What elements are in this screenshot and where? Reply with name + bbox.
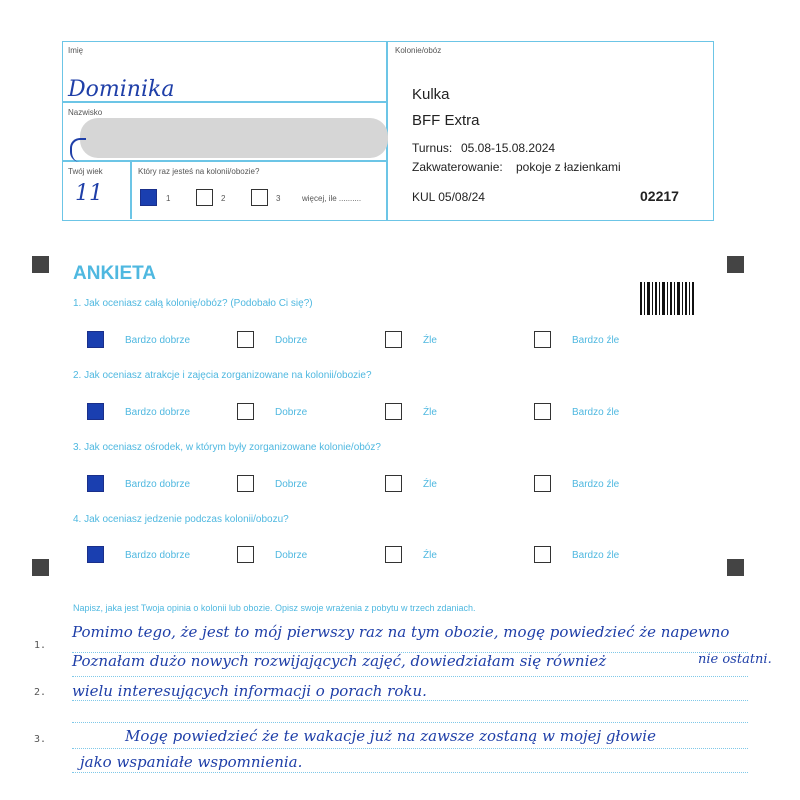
ktory-raz-checkbox-2[interactable] [196,189,213,206]
nazwisko-handwriting-fragment [70,138,86,162]
q2-option-bardzo-dobrze-checkbox[interactable] [87,403,104,420]
ktory-raz-option-3: 3 [276,194,281,203]
q4-option-dobrze-checkbox[interactable] [237,546,254,563]
writing-line-2b [72,722,748,723]
q3-option-zle-label: Źle [423,479,437,490]
q1-option-bardzo-dobrze-label: Bardzo dobrze [125,335,191,346]
q4-option-bardzo-dobrze-checkbox[interactable] [87,546,104,563]
q2-option-zle-label: Źle [423,407,437,418]
q2-option-bardzo-zle-label: Bardzo źle [572,407,620,418]
question-2-text: 2. Jak oceniasz atrakcje i zajęcia zorganizowane na kolonii/obozie? [73,370,372,381]
imie-label: Imię [68,46,84,55]
q2-option-zle-checkbox[interactable] [385,403,402,420]
writing-line-1b [72,676,748,677]
ktory-raz-more: więcej, ile .......... [302,194,362,203]
scan-marker-bottom-right [727,559,744,576]
q1-option-dobrze-checkbox[interactable] [237,331,254,348]
q2-option-bardzo-dobrze-label: Bardzo dobrze [125,407,191,418]
writing-line-3 [72,748,748,749]
line-number-2: 2. [34,687,47,698]
q1-option-zle-label: Źle [423,335,437,346]
ktory-raz-checkbox-3[interactable] [251,189,268,206]
q1-option-bardzo-dobrze-checkbox[interactable] [87,331,104,348]
opinion-prompt: Napisz, jaka jest Twoja opinia o kolonii lub obozie. Opisz swoje wrażenia z pobytu w trzech zdaniach. [73,603,476,613]
q4-option-bardzo-zle-label: Bardzo źle [572,550,620,561]
q1-option-bardzo-zle-label: Bardzo źle [572,335,620,346]
question-3-text: 3. Jak oceniasz ośrodek, w którym były zorganizowane kolonie/obóz? [73,442,381,453]
opinion-sentence-1[interactable]: Pomimo tego, że jest to mój pierwszy raz na tym obozie, mogę powiedzieć że napewno [72,623,730,641]
opinion-sentence-1-insert[interactable]: nie ostatni. [698,652,772,667]
q4-option-bardzo-dobrze-label: Bardzo dobrze [125,550,191,561]
nazwisko-redacted [80,118,388,158]
opinion-sentence-3-continued[interactable]: jako wspaniałe wspomnienia. [80,753,303,771]
q3-option-bardzo-zle-label: Bardzo źle [572,479,620,490]
opinion-sentence-3[interactable]: Mogę powiedzieć że te wakacje już na zawsze zostaną w mojej głowie [125,727,656,745]
q4-option-zle-checkbox[interactable] [385,546,402,563]
imie-value[interactable]: Dominika [68,77,175,102]
q3-option-dobrze-checkbox[interactable] [237,475,254,492]
opinion-sentence-1-continued[interactable]: Poznałam dużo nowych rozwijających zajęć, dowiedziałam się również [72,652,607,670]
nazwisko-label: Nazwisko [68,108,103,117]
turnus-label: Turnus: [412,141,453,155]
scan-marker-bottom-left [32,559,49,576]
kolonie-name: Kulka [412,86,450,103]
q2-option-dobrze-label: Dobrze [275,407,308,418]
booking-code: KUL 05/08/24 [412,190,485,204]
line-number-1: 1. [34,640,47,651]
q1-option-zle-checkbox[interactable] [385,331,402,348]
q3-option-bardzo-dobrze-label: Bardzo dobrze [125,479,191,490]
zakwaterowanie-label: Zakwaterowanie: [412,160,503,174]
kolonie-program: BFF Extra [412,112,480,129]
ktory-raz-option-1: 1 [166,194,171,203]
zakwaterowanie-value: pokoje z łazienkami [516,160,621,174]
barcode-icon [640,282,694,315]
q1-option-bardzo-zle-checkbox[interactable] [534,331,551,348]
wiek-value[interactable]: 11 [75,181,103,206]
question-1-text: 1. Jak oceniasz całą kolonię/obóz? (Podobało Ci się?) [73,298,313,309]
q4-option-dobrze-label: Dobrze [275,550,308,561]
kolonie-label: Kolonie/obóz [395,46,442,55]
q2-option-dobrze-checkbox[interactable] [237,403,254,420]
wiek-label: Twój wiek [68,167,103,176]
header-divider-age-vertical [130,161,132,219]
scan-marker-top-left [32,256,49,273]
q3-option-bardzo-zle-checkbox[interactable] [534,475,551,492]
scan-marker-top-right [727,256,744,273]
q1-option-dobrze-label: Dobrze [275,335,308,346]
survey-title: ANKIETA [73,263,157,284]
writing-line-2 [72,700,748,701]
q4-option-zle-label: Źle [423,550,437,561]
turnus-value: 05.08-15.08.2024 [461,141,556,155]
ktory-raz-checkbox-1[interactable] [140,189,157,206]
q3-option-dobrze-label: Dobrze [275,479,308,490]
q3-option-zle-checkbox[interactable] [385,475,402,492]
q3-option-bardzo-dobrze-checkbox[interactable] [87,475,104,492]
ktory-raz-label: Który raz jesteś na kolonii/obozie? [138,167,260,176]
writing-line-3b [72,772,748,773]
ktory-raz-option-2: 2 [221,194,226,203]
q4-option-bardzo-zle-checkbox[interactable] [534,546,551,563]
q2-option-bardzo-zle-checkbox[interactable] [534,403,551,420]
opinion-sentence-2[interactable]: wielu interesujących informacji o porach roku. [72,682,427,700]
booking-number: 02217 [640,188,679,204]
header-divider-age [63,160,386,162]
question-4-text: 4. Jak oceniasz jedzenie podczas kolonii/obozu? [73,514,289,525]
line-number-3: 3. [34,734,47,745]
